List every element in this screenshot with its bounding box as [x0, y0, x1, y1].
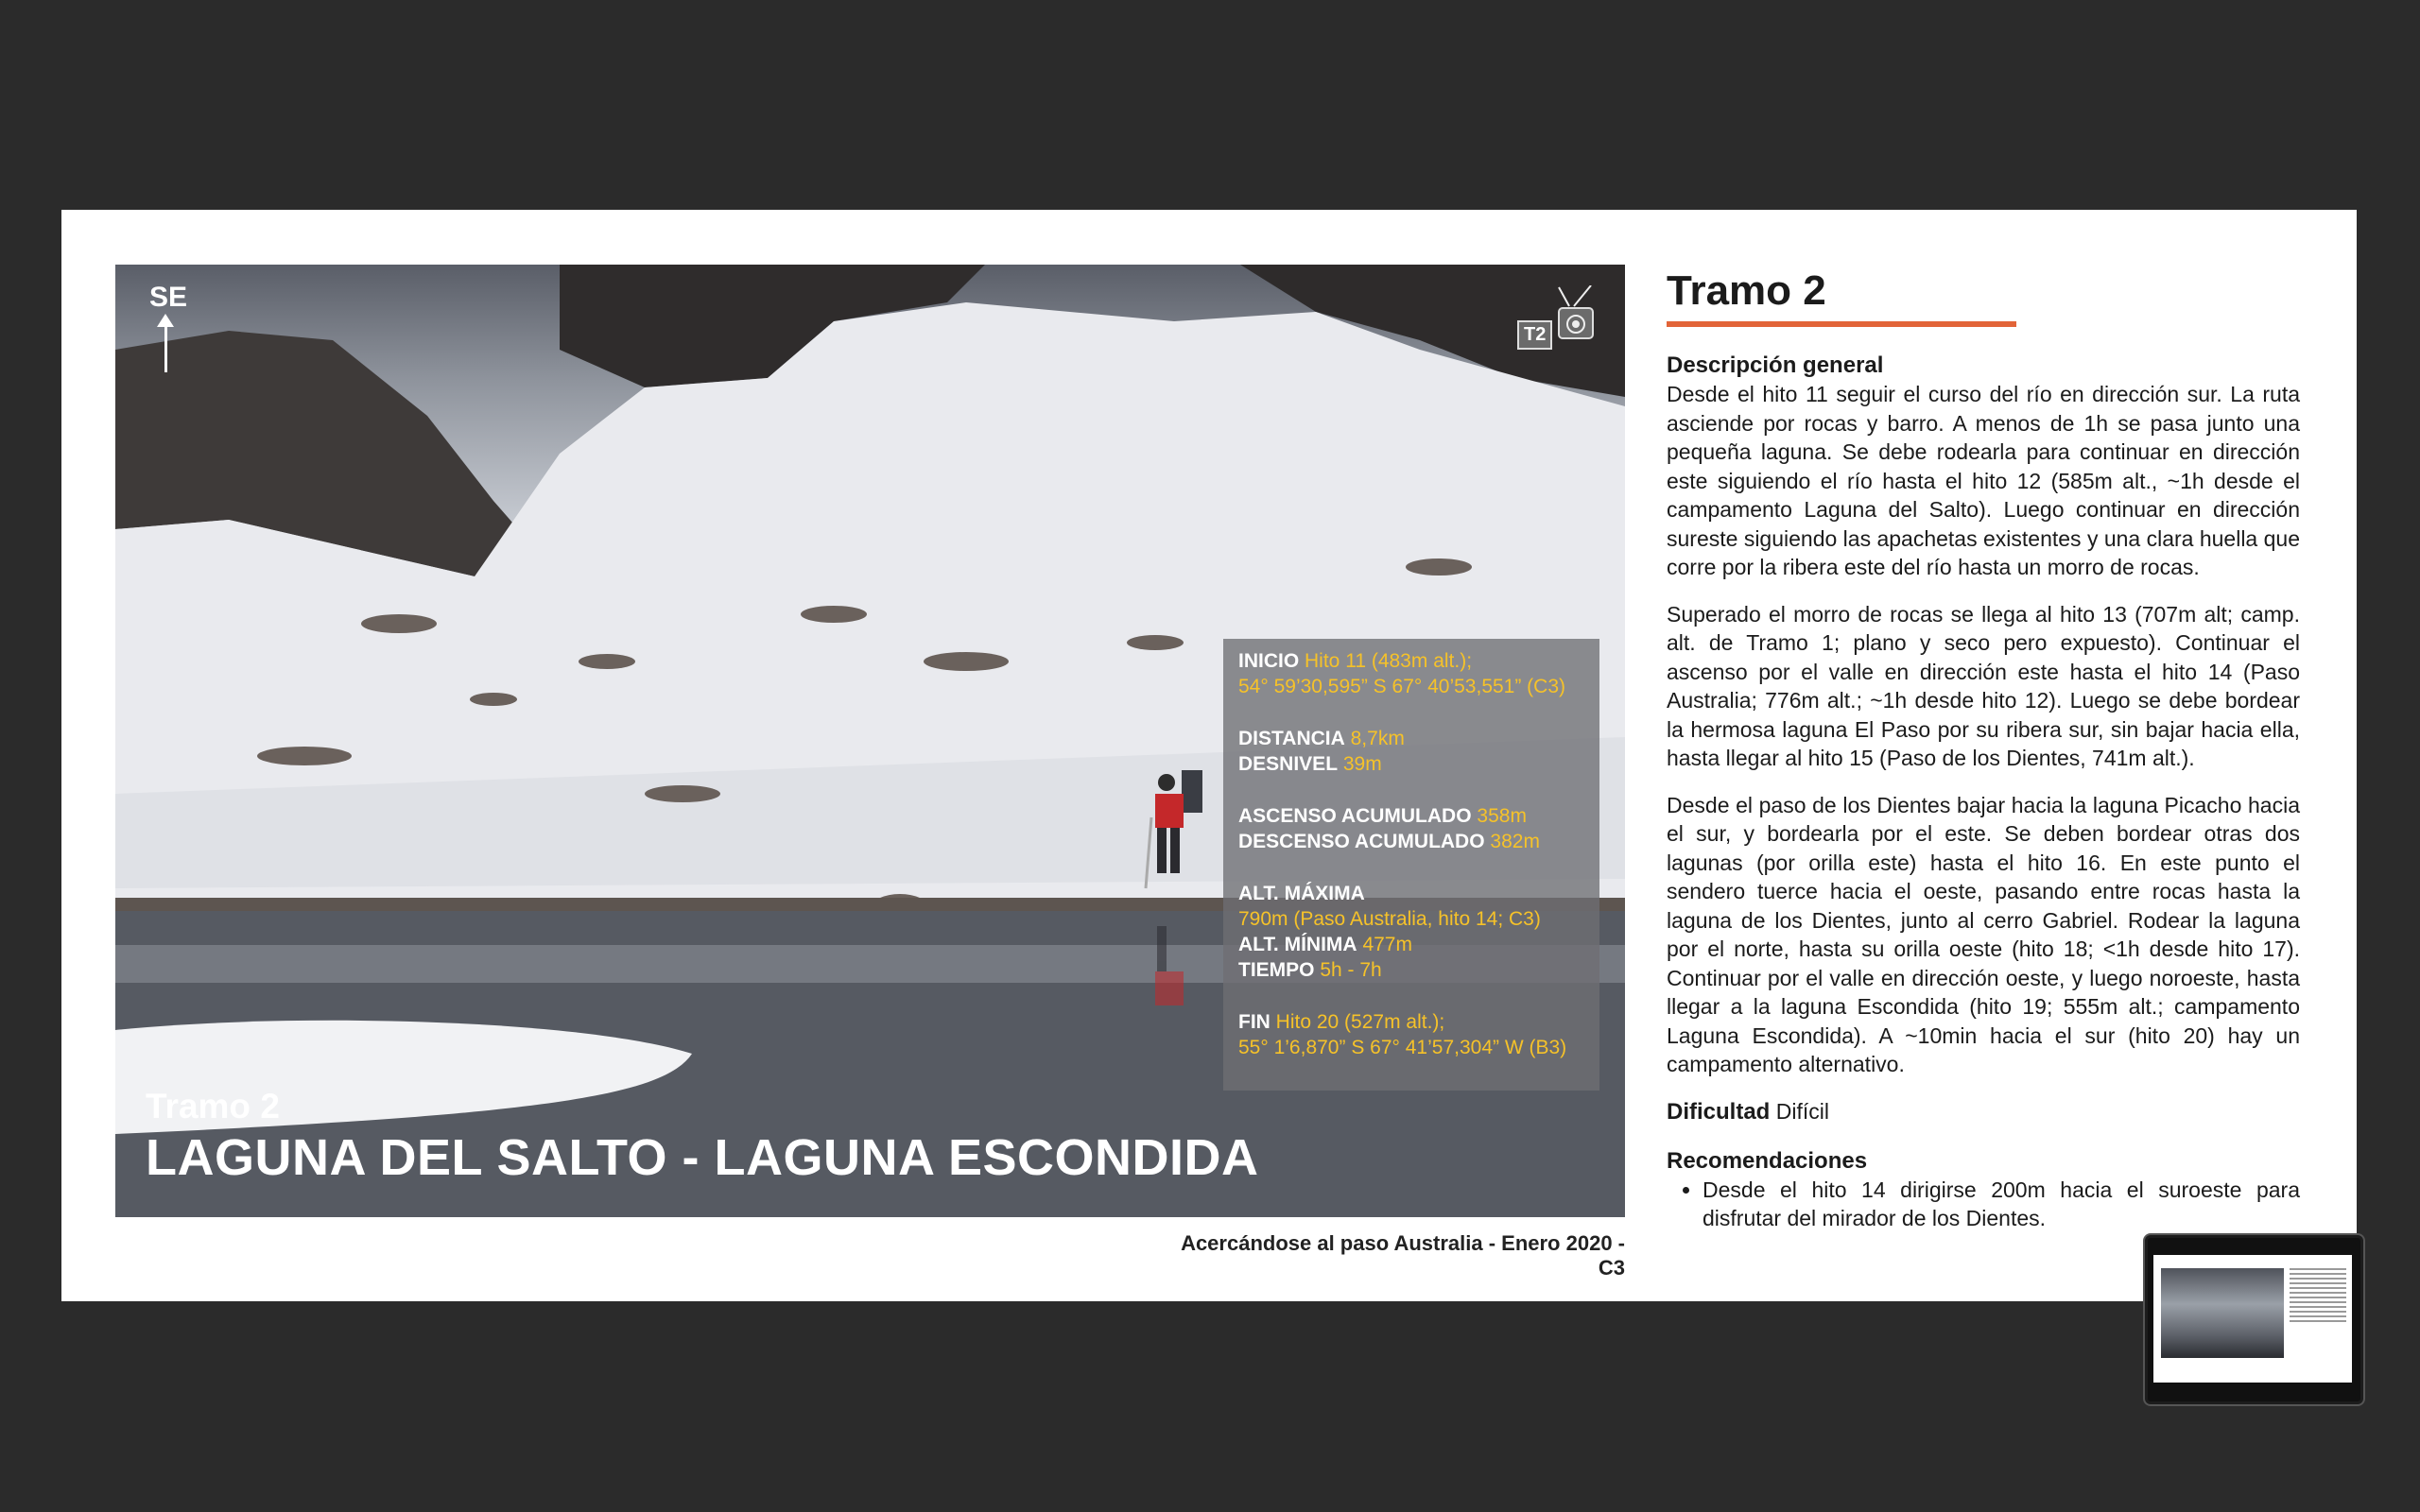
photo-title: LAGUNA DEL SALTO - LAGUNA ESCONDIDA: [146, 1129, 1259, 1186]
tiempo-label: TIEMPO: [1238, 959, 1315, 981]
heading-underline: [1667, 321, 2016, 327]
orientation-label: SE: [149, 282, 188, 313]
info-altitudes: [1238, 881, 1599, 983]
recommendation-item: • Desde el hito 14 dirigirse 200m hacia el suroeste para disfrutar del mirador de los Dientes.: [1703, 1176, 2300, 1233]
inicio-label: INICIO: [1238, 650, 1300, 672]
hero-photo: [115, 265, 1625, 1217]
difficulty: [1667, 1097, 2300, 1126]
thumbnail-photo: [2161, 1268, 2284, 1358]
description-paragraph-2: Superado el morro de rocas se llega al hito 13 (707m alt; camp. alt. de Tramo 1; plano y seco pero expuesto). Continuar el ascenso por el valle en dirección este hasta el hito 14 (Paso Australia; 776m alt.; ~1h desde hito 12). Luego se debe bordear la hermosa laguna El Paso por su ribera sur, sin bajar hacia ella, hasta llegar al hito 15 (Paso de los Dientes, 741m alt.).: [1667, 601, 2300, 770]
difficulty-label: Dificultad: [1667, 1098, 1771, 1125]
document-page: [61, 210, 2357, 1301]
inicio-coords: 54° 59’30,595” S 67° 40’53,551” (C3): [1238, 676, 1566, 697]
difficulty-value: Difícil: [1775, 1098, 1829, 1124]
distancia-value: 8,7km: [1350, 728, 1405, 749]
descenso-label: DESCENSO ACUMULADO: [1238, 831, 1485, 852]
distancia-label: DISTANCIA: [1238, 728, 1345, 749]
thumbnail-text-lines: [2290, 1268, 2346, 1325]
fin-coords: 55° 1’6,870” S 67° 41’57,304” W (B3): [1238, 1037, 1567, 1058]
altmin-label: ALT. MÍNIMA: [1238, 934, 1357, 955]
tiempo-value: 5h - 7h: [1320, 959, 1382, 981]
section-badge: [1517, 285, 1599, 350]
description-column: [1667, 265, 2300, 1233]
recommendations-heading: Recomendaciones: [1667, 1147, 1868, 1174]
info-acumulado: [1238, 803, 1599, 854]
description-paragraph-1: Desde el hito 11 seguir el curso del río en dirección sur. La ruta asciende por rocas y barro. A menos de 1h se pasa junto una pequeña laguna. Se debe rodearla para continuar en dirección este siguiendo el río hasta el hito 12 (585m alt., ~1h desde el campamento Laguna del Salto). Luego continuar en dirección sureste siguiendo las apachetas existentes y una clara huella que corre por la ribera este del río hasta un morro de rocas.: [1667, 382, 2300, 579]
recommendations-list: [1667, 1176, 2300, 1233]
altmin-value: 477m: [1362, 934, 1412, 955]
info-distancia: [1238, 726, 1599, 777]
orientation-indicator: [149, 282, 187, 372]
page-thumbnail[interactable]: [2145, 1235, 2363, 1404]
inicio-value: Hito 11 (483m alt.);: [1305, 650, 1473, 672]
badge-label: T2: [1517, 320, 1552, 350]
description-paragraph-3: Desde el paso de los Dientes bajar hacia la laguna Picacho hacia el sur, y bordearla por el este. Se deben bordear otras dos lagunas (por orilla este) hasta el hito 16. En este punto el sendero tuerce hacia el oeste, pasando entre rocas hasta la laguna de los Dientes, junto al cerro Gabriel. Rodear la laguna por el norte, hasta su orilla oeste (hito 18; <1h desde hito 17). Continuar por el valle en dirección oeste, y luego noroeste, hasta llegar a la laguna Escondida (hito 19; 555m alt.; campamento Laguna Escondida). A ~10min hacia el sur (hito 20) hay un campamento alternativo.: [1667, 792, 2300, 1076]
ascenso-label: ASCENSO ACUMULADO: [1238, 805, 1472, 827]
descenso-value: 382m: [1490, 831, 1540, 852]
thumbnail-page: [2153, 1255, 2352, 1383]
ascenso-value: 358m: [1477, 805, 1527, 827]
desnivel-value: 39m: [1342, 753, 1382, 775]
photo-subtitle: Tramo 2: [146, 1087, 280, 1125]
description-heading: Descripción general: [1667, 352, 1884, 378]
photo-caption: Acercándose al paso Australia - Enero 2020 - C3: [1181, 1231, 1625, 1280]
fin-label: FIN: [1238, 1011, 1270, 1033]
route-info-box: [1223, 639, 1599, 1091]
info-inicio: [1238, 648, 1599, 699]
info-fin: [1238, 1009, 1599, 1060]
altmax-label: ALT. MÁXIMA: [1238, 883, 1365, 904]
section-heading: Tramo 2: [1667, 267, 1826, 314]
fin-value: Hito 20 (527m alt.);: [1275, 1011, 1445, 1033]
desnivel-label: DESNIVEL: [1238, 753, 1339, 775]
north-arrow-icon: [164, 318, 167, 372]
altmax-value: 790m (Paso Australia, hito 14; C3): [1238, 908, 1541, 930]
